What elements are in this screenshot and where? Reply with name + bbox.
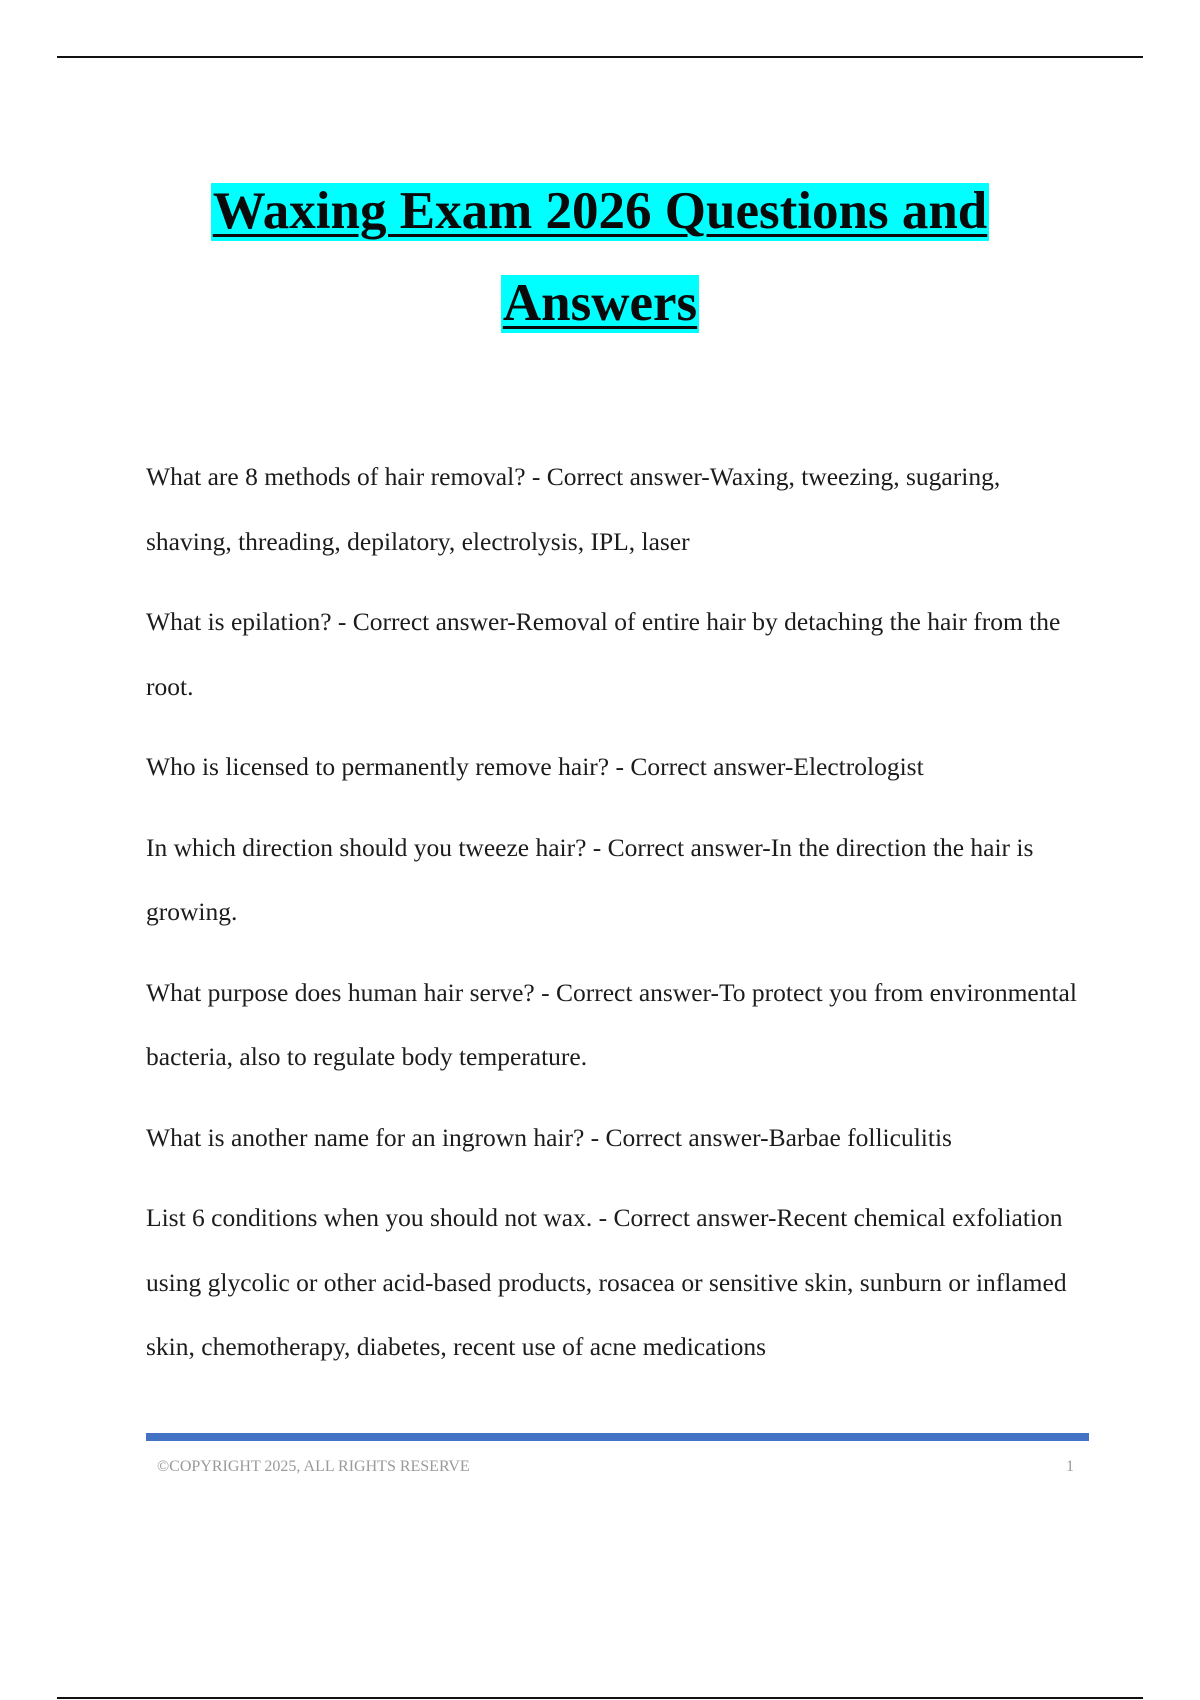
qa-item: What purpose does human hair serve? - Correct answer-To protect you from environmental bacteria, also to regulate body temperature. — [146, 977, 1077, 1071]
qa-item: List 6 conditions when you should not wax. - Correct answer-Recent chemical exfoliation using glycolic or other acid-based products, rosacea or sensitive skin, sunburn or inflamed skin, chemotherapy, diabetes, recent use of acne medications — [146, 1203, 1067, 1361]
qa-item: Who is licensed to permanently remove hair? - Correct answer-Electrologist — [146, 752, 924, 781]
footer-divider-bar — [146, 1433, 1089, 1441]
qa-item: What is epilation? - Correct answer-Removal of entire hair by detaching the hair from the root. — [146, 607, 1061, 701]
qa-item: In which direction should you tweeze hair? - Correct answer-In the direction the hair is growing. — [146, 832, 1034, 926]
title-line-1: Waxing Exam 2026 Questions and — [212, 182, 988, 240]
qa-list — [146, 445, 1091, 1396]
qa-item: What is another name for an ingrown hair? - Correct answer-Barbae folliculitis — [146, 1122, 952, 1152]
title-line-2: Answers — [502, 274, 698, 332]
footer-page-number: 1 — [1066, 1458, 1074, 1475]
top-page-rule — [57, 56, 1143, 58]
footer-copyright: ©COPYRIGHT 2025, ALL RIGHTS RESERVE — [157, 1458, 470, 1475]
document-title — [0, 183, 1200, 333]
bottom-page-rule — [57, 1697, 1143, 1699]
qa-item: What are 8 methods of hair removal? - Correct answer-Waxing, tweezing, sugaring, shaving, threading, depilatory, electrolysis, IPL, laser — [146, 462, 1001, 556]
